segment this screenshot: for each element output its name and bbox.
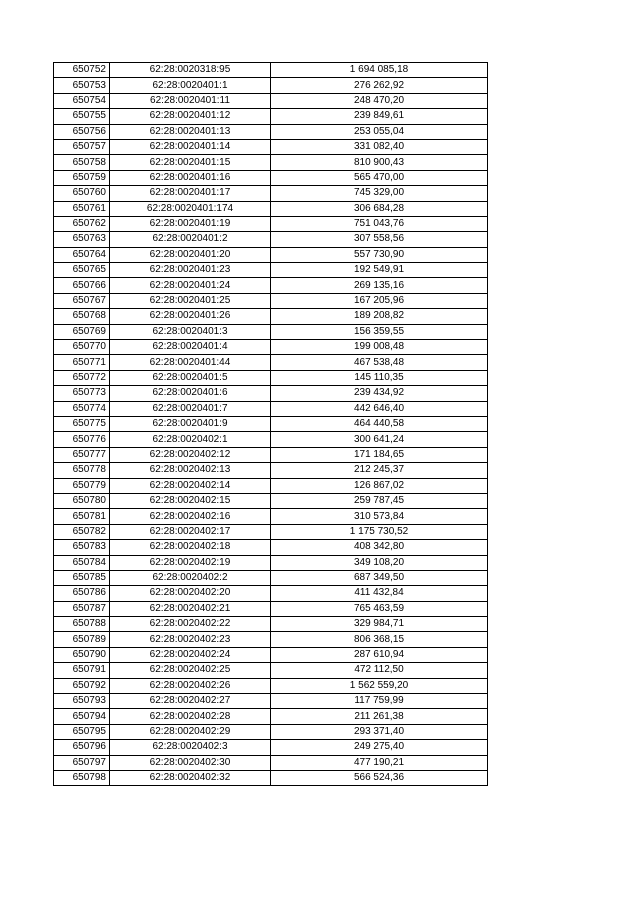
table-row [54, 324, 488, 339]
row-id-cell: 650757 [54, 139, 110, 154]
cadastral-value-cell: 212 245,37 [271, 463, 488, 478]
cadastral-value-cell: 765 463,59 [271, 601, 488, 616]
table-row [54, 447, 488, 462]
row-id-cell: 650752 [54, 63, 110, 78]
row-id-cell: 650797 [54, 755, 110, 770]
row-id-cell: 650795 [54, 724, 110, 739]
cadastral-number-cell: 62:28:0020402:25 [110, 663, 271, 678]
cadastral-number-cell: 62:28:0020401:13 [110, 124, 271, 139]
row-id-cell: 650794 [54, 709, 110, 724]
table-row [54, 755, 488, 770]
cadastral-number-cell: 62:28:0020402:20 [110, 586, 271, 601]
table-row [54, 170, 488, 185]
cadastral-number-cell: 62:28:0020402:21 [110, 601, 271, 616]
cadastral-number-cell: 62:28:0020401:1 [110, 78, 271, 93]
row-id-cell: 650786 [54, 586, 110, 601]
cadastral-number-cell: 62:28:0020402:23 [110, 632, 271, 647]
cadastral-number-cell: 62:28:0020401:11 [110, 93, 271, 108]
cadastral-value-cell: 806 368,15 [271, 632, 488, 647]
table-row [54, 93, 488, 108]
cadastral-number-cell: 62:28:0020401:20 [110, 247, 271, 262]
cadastral-value-cell: 331 082,40 [271, 139, 488, 154]
table-row [54, 509, 488, 524]
row-id-cell: 650775 [54, 416, 110, 431]
table-row [54, 493, 488, 508]
cadastral-value-cell: 464 440,58 [271, 416, 488, 431]
cadastral-value-cell: 411 432,84 [271, 586, 488, 601]
table-row [54, 139, 488, 154]
cadastral-number-cell: 62:28:0020402:13 [110, 463, 271, 478]
cadastral-number-cell: 62:28:0020401:5 [110, 370, 271, 385]
cadastral-number-cell: 62:28:0020401:44 [110, 355, 271, 370]
table-row [54, 401, 488, 416]
row-id-cell: 650791 [54, 663, 110, 678]
table-row [54, 63, 488, 78]
table-row [54, 293, 488, 308]
document-page [53, 62, 488, 786]
table-row [54, 647, 488, 662]
cadastral-number-cell: 62:28:0020401:9 [110, 416, 271, 431]
cadastral-number-cell: 62:28:0020401:16 [110, 170, 271, 185]
row-id-cell: 650767 [54, 293, 110, 308]
table-row [54, 770, 488, 785]
cadastral-number-cell: 62:28:0020402:32 [110, 770, 271, 785]
table-row [54, 370, 488, 385]
table-row [54, 340, 488, 355]
table-body [54, 63, 488, 786]
row-id-cell: 650760 [54, 186, 110, 201]
cadastral-number-cell: 62:28:0020318:95 [110, 63, 271, 78]
table-row [54, 216, 488, 231]
cadastral-number-cell: 62:28:0020402:19 [110, 555, 271, 570]
table-row [54, 709, 488, 724]
cadastral-value-cell: 249 275,40 [271, 740, 488, 755]
row-id-cell: 650790 [54, 647, 110, 662]
cadastral-number-cell: 62:28:0020401:3 [110, 324, 271, 339]
row-id-cell: 650774 [54, 401, 110, 416]
cadastral-value-cell: 189 208,82 [271, 309, 488, 324]
row-id-cell: 650771 [54, 355, 110, 370]
table-row [54, 570, 488, 585]
cadastral-number-cell: 62:28:0020402:18 [110, 540, 271, 555]
row-id-cell: 650796 [54, 740, 110, 755]
table-row [54, 247, 488, 262]
cadastral-number-cell: 62:28:0020401:14 [110, 139, 271, 154]
cadastral-number-cell: 62:28:0020401:15 [110, 155, 271, 170]
cadastral-value-cell: 287 610,94 [271, 647, 488, 662]
table-row [54, 355, 488, 370]
cadastral-value-cell: 145 110,35 [271, 370, 488, 385]
cadastral-number-cell: 62:28:0020401:174 [110, 201, 271, 216]
row-id-cell: 650785 [54, 570, 110, 585]
cadastral-number-cell: 62:28:0020402:2 [110, 570, 271, 585]
row-id-cell: 650788 [54, 617, 110, 632]
table-row [54, 232, 488, 247]
cadastral-value-cell: 269 135,16 [271, 278, 488, 293]
row-id-cell: 650763 [54, 232, 110, 247]
cadastral-value-cell: 171 184,65 [271, 447, 488, 462]
row-id-cell: 650783 [54, 540, 110, 555]
table-row [54, 309, 488, 324]
table-row [54, 463, 488, 478]
table-row [54, 601, 488, 616]
table-row [54, 540, 488, 555]
cadastral-value-cell: 329 984,71 [271, 617, 488, 632]
row-id-cell: 650776 [54, 432, 110, 447]
cadastral-number-cell: 62:28:0020401:12 [110, 109, 271, 124]
table-row [54, 724, 488, 739]
table-row [54, 109, 488, 124]
row-id-cell: 650772 [54, 370, 110, 385]
row-id-cell: 650798 [54, 770, 110, 785]
cadastral-value-cell: 239 849,61 [271, 109, 488, 124]
cadastral-value-cell: 192 549,91 [271, 263, 488, 278]
cadastral-number-cell: 62:28:0020401:6 [110, 386, 271, 401]
table-row [54, 186, 488, 201]
row-id-cell: 650782 [54, 524, 110, 539]
cadastral-value-cell: 1 562 559,20 [271, 678, 488, 693]
row-id-cell: 650793 [54, 694, 110, 709]
cadastral-value-cell: 1 175 730,52 [271, 524, 488, 539]
row-id-cell: 650765 [54, 263, 110, 278]
cadastral-value-cell: 1 694 085,18 [271, 63, 488, 78]
cadastral-number-cell: 62:28:0020402:17 [110, 524, 271, 539]
row-id-cell: 650764 [54, 247, 110, 262]
cadastral-number-cell: 62:28:0020402:16 [110, 509, 271, 524]
row-id-cell: 650756 [54, 124, 110, 139]
cadastral-number-cell: 62:28:0020402:29 [110, 724, 271, 739]
cadastral-value-cell: 276 262,92 [271, 78, 488, 93]
row-id-cell: 650777 [54, 447, 110, 462]
row-id-cell: 650769 [54, 324, 110, 339]
cadastral-value-cell: 810 900,43 [271, 155, 488, 170]
row-id-cell: 650759 [54, 170, 110, 185]
row-id-cell: 650784 [54, 555, 110, 570]
cadastral-number-cell: 62:28:0020401:4 [110, 340, 271, 355]
row-id-cell: 650761 [54, 201, 110, 216]
cadastral-value-cell: 349 108,20 [271, 555, 488, 570]
row-id-cell: 650754 [54, 93, 110, 108]
cadastral-value-cell: 300 641,24 [271, 432, 488, 447]
table-row [54, 632, 488, 647]
cadastral-value-cell: 117 759,99 [271, 694, 488, 709]
cadastral-number-cell: 62:28:0020401:26 [110, 309, 271, 324]
cadastral-value-cell: 745 329,00 [271, 186, 488, 201]
table-row [54, 555, 488, 570]
cadastral-value-cell: 199 008,48 [271, 340, 488, 355]
cadastral-number-cell: 62:28:0020401:25 [110, 293, 271, 308]
table-row [54, 524, 488, 539]
row-id-cell: 650768 [54, 309, 110, 324]
table-row [54, 663, 488, 678]
table-row [54, 432, 488, 447]
cadastral-value-cell: 310 573,84 [271, 509, 488, 524]
cadastral-value-table [53, 62, 488, 786]
cadastral-number-cell: 62:28:0020402:27 [110, 694, 271, 709]
table-row [54, 740, 488, 755]
row-id-cell: 650787 [54, 601, 110, 616]
cadastral-value-cell: 126 867,02 [271, 478, 488, 493]
cadastral-value-cell: 751 043,76 [271, 216, 488, 231]
cadastral-value-cell: 293 371,40 [271, 724, 488, 739]
row-id-cell: 650789 [54, 632, 110, 647]
table-row [54, 201, 488, 216]
cadastral-number-cell: 62:28:0020401:24 [110, 278, 271, 293]
cadastral-number-cell: 62:28:0020402:12 [110, 447, 271, 462]
cadastral-value-cell: 211 261,38 [271, 709, 488, 724]
cadastral-value-cell: 442 646,40 [271, 401, 488, 416]
cadastral-number-cell: 62:28:0020402:30 [110, 755, 271, 770]
cadastral-value-cell: 467 538,48 [271, 355, 488, 370]
table-row [54, 78, 488, 93]
cadastral-value-cell: 477 190,21 [271, 755, 488, 770]
table-row [54, 617, 488, 632]
row-id-cell: 650781 [54, 509, 110, 524]
table-row [54, 124, 488, 139]
table-row [54, 416, 488, 431]
table-row [54, 155, 488, 170]
table-row [54, 478, 488, 493]
table-row [54, 586, 488, 601]
table-row [54, 278, 488, 293]
row-id-cell: 650792 [54, 678, 110, 693]
cadastral-value-cell: 687 349,50 [271, 570, 488, 585]
cadastral-number-cell: 62:28:0020402:24 [110, 647, 271, 662]
row-id-cell: 650753 [54, 78, 110, 93]
cadastral-number-cell: 62:28:0020401:19 [110, 216, 271, 231]
cadastral-value-cell: 306 684,28 [271, 201, 488, 216]
cadastral-value-cell: 307 558,56 [271, 232, 488, 247]
cadastral-value-cell: 248 470,20 [271, 93, 488, 108]
cadastral-number-cell: 62:28:0020401:2 [110, 232, 271, 247]
cadastral-number-cell: 62:28:0020402:28 [110, 709, 271, 724]
cadastral-number-cell: 62:28:0020402:22 [110, 617, 271, 632]
cadastral-value-cell: 557 730,90 [271, 247, 488, 262]
row-id-cell: 650766 [54, 278, 110, 293]
row-id-cell: 650770 [54, 340, 110, 355]
cadastral-value-cell: 259 787,45 [271, 493, 488, 508]
cadastral-value-cell: 167 205,96 [271, 293, 488, 308]
cadastral-number-cell: 62:28:0020401:23 [110, 263, 271, 278]
cadastral-value-cell: 408 342,80 [271, 540, 488, 555]
table-row [54, 263, 488, 278]
cadastral-number-cell: 62:28:0020401:7 [110, 401, 271, 416]
row-id-cell: 650758 [54, 155, 110, 170]
cadastral-number-cell: 62:28:0020402:14 [110, 478, 271, 493]
cadastral-number-cell: 62:28:0020402:3 [110, 740, 271, 755]
cadastral-number-cell: 62:28:0020401:17 [110, 186, 271, 201]
row-id-cell: 650778 [54, 463, 110, 478]
cadastral-value-cell: 253 055,04 [271, 124, 488, 139]
row-id-cell: 650762 [54, 216, 110, 231]
row-id-cell: 650779 [54, 478, 110, 493]
table-row [54, 678, 488, 693]
row-id-cell: 650780 [54, 493, 110, 508]
cadastral-value-cell: 566 524,36 [271, 770, 488, 785]
table-row [54, 386, 488, 401]
row-id-cell: 650755 [54, 109, 110, 124]
cadastral-number-cell: 62:28:0020402:15 [110, 493, 271, 508]
cadastral-value-cell: 565 470,00 [271, 170, 488, 185]
cadastral-value-cell: 156 359,55 [271, 324, 488, 339]
table-row [54, 694, 488, 709]
row-id-cell: 650773 [54, 386, 110, 401]
cadastral-number-cell: 62:28:0020402:26 [110, 678, 271, 693]
cadastral-value-cell: 239 434,92 [271, 386, 488, 401]
cadastral-number-cell: 62:28:0020402:1 [110, 432, 271, 447]
cadastral-value-cell: 472 112,50 [271, 663, 488, 678]
